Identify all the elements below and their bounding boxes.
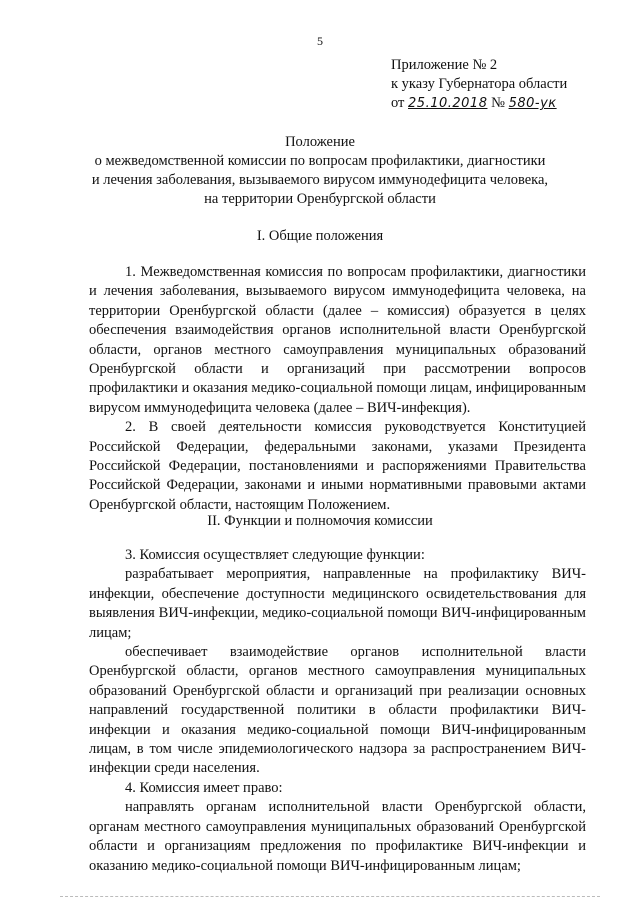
- paragraph: 3. Комиссия осуществляет следующие функции:: [125, 547, 425, 563]
- document-title: [60, 133, 580, 209]
- title-line: и лечения заболевания, вызываемого вирусом иммунодефицита человека,: [91, 172, 549, 188]
- paragraph: направлять органам исполнительной власти Оренбургской области, органам местного самоуправления муниципальных образований Оренбургской области и организациям предложения по профилактике ВИЧ-инфекции и оказанию медико-социальной помощи ВИЧ-инфицированным лицам;: [89, 799, 586, 874]
- scan-edge-divider: [60, 896, 600, 898]
- paragraph: 2. В своей деятельности комиссия руководствуется Конституцией Российской Федерации, федеральными законами, указами Президента Российской Федерации, постановлениями и распоряжениями Правительства Российской Федерации, законами и иными нормативными правовыми актами Оренбургской области, настоящим Положением.: [89, 419, 586, 513]
- annex-date: 25.10.2018: [408, 96, 488, 111]
- annex-date-prefix: от: [391, 95, 405, 111]
- section2-body: [89, 546, 586, 876]
- title-line: Положение: [285, 134, 355, 150]
- paragraph: разрабатывает мероприятия, направленные на профилактику ВИЧ-инфекции, обеспечение доступности медицинского освидетельствования для выявления ВИЧ-инфекции, медико-социальной помощи ВИЧ-инфицированным лицам;: [89, 566, 586, 641]
- annex-decree-ref: к указу Губернатора области: [391, 76, 568, 92]
- title-line: о межведомственной комиссии по вопросам профилактики, диагностики: [94, 153, 546, 169]
- section-heading: II. Функции и полномочия комиссии: [207, 513, 433, 529]
- annex-title: Приложение № 2: [391, 57, 498, 73]
- section1-body: [89, 263, 586, 515]
- annex-number: 580-ук: [508, 96, 557, 111]
- paragraph: обеспечивает взаимодействие органов исполнительной власти Оренбургской области, органов местного самоуправления муниципальных образований Оренбургской области и организаций при реализации основных направлений государственной политики в области профилактики ВИЧ-инфекции и оказания медико-социальной помощи ВИЧ-инфицированным лицам, в том числе эпидемиологического надзора за распространением ВИЧ-инфекции среди населения.: [89, 644, 586, 777]
- paragraph: 4. Комиссия имеет право:: [125, 779, 283, 796]
- section-heading: I. Общие положения: [256, 228, 384, 244]
- page-number: 5: [317, 34, 323, 48]
- annex-block: [391, 56, 567, 113]
- annex-number-prefix: №: [491, 95, 505, 111]
- paragraph: 1. Межведомственная комиссия по вопросам профилактики, диагностики и лечения заболевания, вызываемого вирусом иммунодефицита человека, на территории Оренбургской области (далее – комиссия) образуется в целях обеспечения взаимодействия органов исполнительной власти Оренбургской области, органов местного самоуправления муниципальных образований Оренбургской области и организаций при рассмотрении вопросов профилактики и оказания медико-социальной помощи лицам, инфицированным вирусом иммунодефицита человека (далее – ВИЧ-инфекция).: [89, 264, 586, 416]
- annex-date-line: [391, 94, 567, 113]
- title-line: на территории Оренбургской области: [204, 191, 436, 207]
